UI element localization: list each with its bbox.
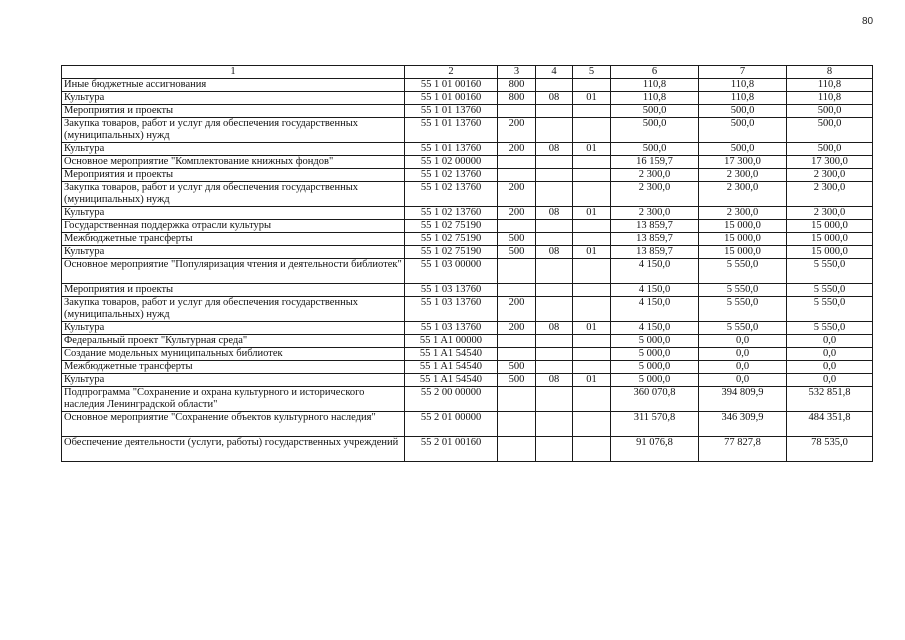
amount-col7-cell: 110,8 bbox=[699, 79, 787, 92]
table-row bbox=[62, 118, 873, 143]
budget-code-cell: 55 1 03 13760 bbox=[405, 284, 498, 297]
amount-col8-cell: 500,0 bbox=[787, 143, 873, 156]
amount-col6-cell: 500,0 bbox=[611, 118, 699, 143]
budget-code-cell: 55 1 A1 54540 bbox=[405, 374, 498, 387]
amount-col7-cell: 110,8 bbox=[699, 92, 787, 105]
expense-type-cell bbox=[498, 437, 536, 462]
amount-col8-cell: 532 851,8 bbox=[787, 387, 873, 412]
expense-type-cell bbox=[498, 348, 536, 361]
column-header: 3 bbox=[498, 66, 536, 79]
subsection-cell bbox=[573, 220, 611, 233]
table-row bbox=[62, 182, 873, 207]
row-name-cell: Мероприятия и проекты bbox=[62, 284, 405, 297]
table-header-row bbox=[62, 66, 873, 79]
amount-col8-cell: 15 000,0 bbox=[787, 246, 873, 259]
amount-col7-cell: 2 300,0 bbox=[699, 182, 787, 207]
row-name-cell: Основное мероприятие "Сохранение объектов культурного наследия" bbox=[62, 412, 405, 437]
amount-col8-cell: 15 000,0 bbox=[787, 233, 873, 246]
section-cell: 08 bbox=[536, 322, 573, 335]
amount-col8-cell: 5 550,0 bbox=[787, 259, 873, 284]
subsection-cell: 01 bbox=[573, 207, 611, 220]
table-row bbox=[62, 387, 873, 412]
column-header: 5 bbox=[573, 66, 611, 79]
row-name-cell: Закупка товаров, работ и услуг для обеспечения государственных (муниципальных) нужд bbox=[62, 118, 405, 143]
expense-type-cell bbox=[498, 284, 536, 297]
amount-col6-cell: 5 000,0 bbox=[611, 335, 699, 348]
amount-col8-cell: 110,8 bbox=[787, 79, 873, 92]
expense-type-cell bbox=[498, 220, 536, 233]
row-name-cell: Закупка товаров, работ и услуг для обеспечения государственных (муниципальных) нужд bbox=[62, 297, 405, 322]
budget-code-cell: 55 1 01 00160 bbox=[405, 79, 498, 92]
section-cell: 08 bbox=[536, 207, 573, 220]
subsection-cell bbox=[573, 259, 611, 284]
row-name-cell: Федеральный проект "Культурная среда" bbox=[62, 335, 405, 348]
amount-col6-cell: 13 859,7 bbox=[611, 246, 699, 259]
section-cell bbox=[536, 348, 573, 361]
budget-code-cell: 55 1 03 13760 bbox=[405, 297, 498, 322]
amount-col8-cell: 2 300,0 bbox=[787, 207, 873, 220]
expense-type-cell: 500 bbox=[498, 374, 536, 387]
expense-type-cell bbox=[498, 335, 536, 348]
amount-col7-cell: 346 309,9 bbox=[699, 412, 787, 437]
amount-col6-cell: 311 570,8 bbox=[611, 412, 699, 437]
section-cell bbox=[536, 284, 573, 297]
amount-col6-cell: 2 300,0 bbox=[611, 182, 699, 207]
subsection-cell bbox=[573, 79, 611, 92]
row-name-cell: Иные бюджетные ассигнования bbox=[62, 79, 405, 92]
row-name-cell: Культура bbox=[62, 246, 405, 259]
subsection-cell bbox=[573, 233, 611, 246]
subsection-cell bbox=[573, 437, 611, 462]
amount-col7-cell: 15 000,0 bbox=[699, 246, 787, 259]
table-row bbox=[62, 143, 873, 156]
amount-col7-cell: 0,0 bbox=[699, 348, 787, 361]
amount-col6-cell: 360 070,8 bbox=[611, 387, 699, 412]
row-name-cell: Государственная поддержка отрасли культуры bbox=[62, 220, 405, 233]
expense-type-cell bbox=[498, 169, 536, 182]
table-row bbox=[62, 207, 873, 220]
amount-col8-cell: 110,8 bbox=[787, 92, 873, 105]
column-header: 4 bbox=[536, 66, 573, 79]
table-row bbox=[62, 220, 873, 233]
budget-code-cell: 55 1 02 00000 bbox=[405, 156, 498, 169]
amount-col6-cell: 13 859,7 bbox=[611, 220, 699, 233]
section-cell bbox=[536, 361, 573, 374]
subsection-cell bbox=[573, 118, 611, 143]
subsection-cell bbox=[573, 335, 611, 348]
amount-col6-cell: 4 150,0 bbox=[611, 284, 699, 297]
subsection-cell bbox=[573, 297, 611, 322]
subsection-cell bbox=[573, 387, 611, 412]
section-cell bbox=[536, 437, 573, 462]
row-name-cell: Межбюджетные трансферты bbox=[62, 361, 405, 374]
expense-type-cell: 200 bbox=[498, 143, 536, 156]
expense-type-cell bbox=[498, 156, 536, 169]
budget-code-cell: 55 1 02 13760 bbox=[405, 207, 498, 220]
amount-col6-cell: 5 000,0 bbox=[611, 361, 699, 374]
row-name-cell: Закупка товаров, работ и услуг для обеспечения государственных (муниципальных) нужд bbox=[62, 182, 405, 207]
expense-type-cell: 500 bbox=[498, 233, 536, 246]
table-row bbox=[62, 322, 873, 335]
budget-code-cell: 55 1 01 13760 bbox=[405, 143, 498, 156]
amount-col8-cell: 5 550,0 bbox=[787, 322, 873, 335]
expense-type-cell: 800 bbox=[498, 79, 536, 92]
section-cell: 08 bbox=[536, 143, 573, 156]
budget-code-cell: 55 1 01 00160 bbox=[405, 92, 498, 105]
amount-col7-cell: 500,0 bbox=[699, 105, 787, 118]
amount-col7-cell: 0,0 bbox=[699, 361, 787, 374]
amount-col7-cell: 500,0 bbox=[699, 118, 787, 143]
amount-col6-cell: 2 300,0 bbox=[611, 207, 699, 220]
budget-code-cell: 55 1 03 00000 bbox=[405, 259, 498, 284]
expense-type-cell: 500 bbox=[498, 361, 536, 374]
subsection-cell: 01 bbox=[573, 143, 611, 156]
table-row bbox=[62, 79, 873, 92]
amount-col6-cell: 5 000,0 bbox=[611, 374, 699, 387]
section-cell bbox=[536, 412, 573, 437]
subsection-cell bbox=[573, 169, 611, 182]
budget-code-cell: 55 1 A1 00000 bbox=[405, 335, 498, 348]
amount-col7-cell: 5 550,0 bbox=[699, 297, 787, 322]
subsection-cell bbox=[573, 105, 611, 118]
amount-col6-cell: 4 150,0 bbox=[611, 322, 699, 335]
budget-code-cell: 55 1 02 75190 bbox=[405, 233, 498, 246]
amount-col6-cell: 5 000,0 bbox=[611, 348, 699, 361]
budget-code-cell: 55 1 A1 54540 bbox=[405, 348, 498, 361]
subsection-cell: 01 bbox=[573, 374, 611, 387]
row-name-cell: Обеспечение деятельности (услуги, работы) государственных учреждений bbox=[62, 437, 405, 462]
amount-col7-cell: 0,0 bbox=[699, 374, 787, 387]
subsection-cell: 01 bbox=[573, 322, 611, 335]
amount-col7-cell: 77 827,8 bbox=[699, 437, 787, 462]
table-row bbox=[62, 361, 873, 374]
subsection-cell: 01 bbox=[573, 92, 611, 105]
row-name-cell: Межбюджетные трансферты bbox=[62, 233, 405, 246]
section-cell bbox=[536, 105, 573, 118]
amount-col6-cell: 500,0 bbox=[611, 105, 699, 118]
section-cell bbox=[536, 169, 573, 182]
amount-col8-cell: 500,0 bbox=[787, 118, 873, 143]
expense-type-cell bbox=[498, 412, 536, 437]
column-header: 8 bbox=[787, 66, 873, 79]
row-name-cell: Основное мероприятие "Популяризация чтения и деятельности библиотек" bbox=[62, 259, 405, 284]
expense-type-cell: 200 bbox=[498, 118, 536, 143]
section-cell bbox=[536, 297, 573, 322]
amount-col8-cell: 0,0 bbox=[787, 348, 873, 361]
row-name-cell: Мероприятия и проекты bbox=[62, 169, 405, 182]
expense-type-cell: 200 bbox=[498, 297, 536, 322]
amount-col6-cell: 110,8 bbox=[611, 92, 699, 105]
row-name-cell: Создание модельных муниципальных библиотек bbox=[62, 348, 405, 361]
amount-col8-cell: 15 000,0 bbox=[787, 220, 873, 233]
section-cell: 08 bbox=[536, 246, 573, 259]
subsection-cell bbox=[573, 182, 611, 207]
budget-code-cell: 55 1 02 13760 bbox=[405, 169, 498, 182]
budget-code-cell: 55 2 00 00000 bbox=[405, 387, 498, 412]
row-name-cell: Культура bbox=[62, 322, 405, 335]
amount-col6-cell: 500,0 bbox=[611, 143, 699, 156]
amount-col6-cell: 91 076,8 bbox=[611, 437, 699, 462]
budget-code-cell: 55 1 A1 54540 bbox=[405, 361, 498, 374]
page-number: 80 bbox=[862, 16, 874, 27]
row-name-cell: Культура bbox=[62, 143, 405, 156]
section-cell bbox=[536, 156, 573, 169]
column-header: 1 bbox=[62, 66, 405, 79]
table-row bbox=[62, 92, 873, 105]
expense-type-cell bbox=[498, 105, 536, 118]
amount-col7-cell: 5 550,0 bbox=[699, 322, 787, 335]
subsection-cell: 01 bbox=[573, 246, 611, 259]
row-name-cell: Культура bbox=[62, 374, 405, 387]
section-cell: 08 bbox=[536, 92, 573, 105]
row-name-cell: Мероприятия и проекты bbox=[62, 105, 405, 118]
table-row bbox=[62, 412, 873, 437]
expense-type-cell: 200 bbox=[498, 322, 536, 335]
section-cell bbox=[536, 220, 573, 233]
row-name-cell: Основное мероприятие "Комплектование книжных фондов" bbox=[62, 156, 405, 169]
budget-code-cell: 55 1 02 13760 bbox=[405, 182, 498, 207]
amount-col7-cell: 500,0 bbox=[699, 143, 787, 156]
amount-col7-cell: 15 000,0 bbox=[699, 233, 787, 246]
amount-col7-cell: 2 300,0 bbox=[699, 207, 787, 220]
table-row bbox=[62, 246, 873, 259]
budget-code-cell: 55 2 01 00160 bbox=[405, 437, 498, 462]
amount-col8-cell: 2 300,0 bbox=[787, 182, 873, 207]
section-cell bbox=[536, 118, 573, 143]
section-cell bbox=[536, 182, 573, 207]
subsection-cell bbox=[573, 156, 611, 169]
amount-col7-cell: 17 300,0 bbox=[699, 156, 787, 169]
amount-col8-cell: 78 535,0 bbox=[787, 437, 873, 462]
budget-code-cell: 55 1 01 13760 bbox=[405, 118, 498, 143]
table-row bbox=[62, 169, 873, 182]
row-name-cell: Культура bbox=[62, 92, 405, 105]
amount-col8-cell: 0,0 bbox=[787, 374, 873, 387]
amount-col7-cell: 5 550,0 bbox=[699, 284, 787, 297]
row-name-cell: Подпрограмма "Сохранение и охрана культурного и исторического наследия Ленинградской области" bbox=[62, 387, 405, 412]
section-cell bbox=[536, 259, 573, 284]
subsection-cell bbox=[573, 361, 611, 374]
expense-type-cell: 200 bbox=[498, 207, 536, 220]
budget-table bbox=[61, 65, 873, 462]
expense-type-cell bbox=[498, 387, 536, 412]
amount-col6-cell: 2 300,0 bbox=[611, 169, 699, 182]
amount-col7-cell: 394 809,9 bbox=[699, 387, 787, 412]
section-cell: 08 bbox=[536, 374, 573, 387]
budget-code-cell: 55 2 01 00000 bbox=[405, 412, 498, 437]
amount-col6-cell: 4 150,0 bbox=[611, 297, 699, 322]
table-row bbox=[62, 297, 873, 322]
table-row bbox=[62, 105, 873, 118]
amount-col8-cell: 5 550,0 bbox=[787, 284, 873, 297]
amount-col8-cell: 5 550,0 bbox=[787, 297, 873, 322]
table-row bbox=[62, 335, 873, 348]
budget-code-cell: 55 1 03 13760 bbox=[405, 322, 498, 335]
amount-col7-cell: 15 000,0 bbox=[699, 220, 787, 233]
budget-code-cell: 55 1 02 75190 bbox=[405, 246, 498, 259]
amount-col8-cell: 2 300,0 bbox=[787, 169, 873, 182]
section-cell bbox=[536, 387, 573, 412]
amount-col8-cell: 17 300,0 bbox=[787, 156, 873, 169]
table-body bbox=[62, 79, 873, 462]
table-row bbox=[62, 259, 873, 284]
amount-col6-cell: 13 859,7 bbox=[611, 233, 699, 246]
table-row bbox=[62, 374, 873, 387]
amount-col6-cell: 16 159,7 bbox=[611, 156, 699, 169]
section-cell bbox=[536, 79, 573, 92]
table-row bbox=[62, 348, 873, 361]
amount-col8-cell: 0,0 bbox=[787, 335, 873, 348]
amount-col6-cell: 110,8 bbox=[611, 79, 699, 92]
table-row bbox=[62, 156, 873, 169]
subsection-cell bbox=[573, 284, 611, 297]
amount-col6-cell: 4 150,0 bbox=[611, 259, 699, 284]
amount-col7-cell: 0,0 bbox=[699, 335, 787, 348]
column-header: 2 bbox=[405, 66, 498, 79]
row-name-cell: Культура bbox=[62, 207, 405, 220]
expense-type-cell: 800 bbox=[498, 92, 536, 105]
subsection-cell bbox=[573, 412, 611, 437]
expense-type-cell bbox=[498, 259, 536, 284]
section-cell bbox=[536, 233, 573, 246]
expense-type-cell: 200 bbox=[498, 182, 536, 207]
amount-col8-cell: 484 351,8 bbox=[787, 412, 873, 437]
table-row bbox=[62, 284, 873, 297]
column-header: 7 bbox=[699, 66, 787, 79]
section-cell bbox=[536, 335, 573, 348]
amount-col8-cell: 500,0 bbox=[787, 105, 873, 118]
budget-code-cell: 55 1 02 75190 bbox=[405, 220, 498, 233]
table-row bbox=[62, 437, 873, 462]
subsection-cell bbox=[573, 348, 611, 361]
amount-col7-cell: 5 550,0 bbox=[699, 259, 787, 284]
expense-type-cell: 500 bbox=[498, 246, 536, 259]
budget-code-cell: 55 1 01 13760 bbox=[405, 105, 498, 118]
column-header: 6 bbox=[611, 66, 699, 79]
amount-col7-cell: 2 300,0 bbox=[699, 169, 787, 182]
table-row bbox=[62, 233, 873, 246]
amount-col8-cell: 0,0 bbox=[787, 361, 873, 374]
